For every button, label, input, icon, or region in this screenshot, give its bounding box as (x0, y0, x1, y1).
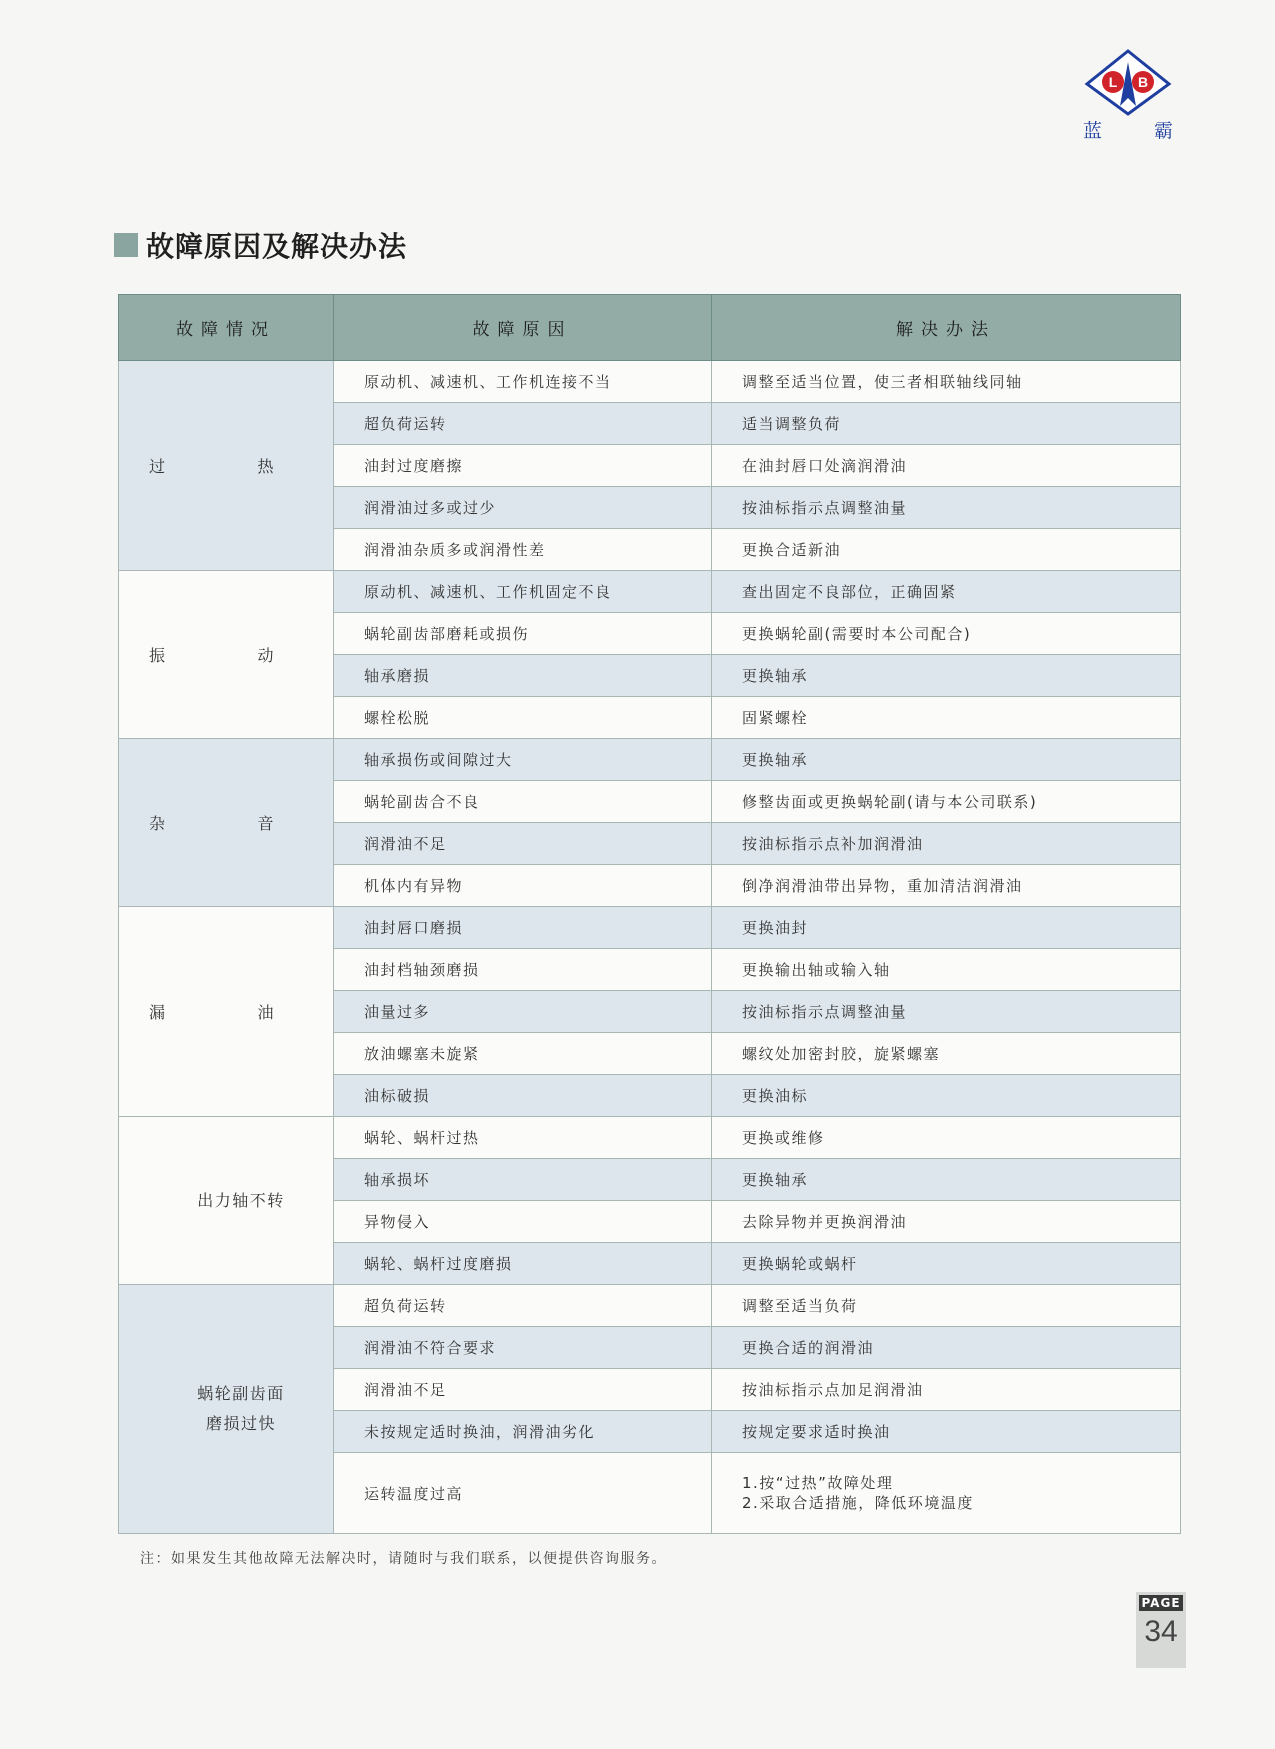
logo-letter-l: L (1108, 74, 1118, 90)
cause-cell: 蜗轮、蜗杆过度磨损 (334, 1243, 712, 1285)
page-number-badge (1136, 1592, 1186, 1668)
solution-cell: 螺纹处加密封胶，旋紧螺塞 (712, 1033, 1181, 1075)
table-row (119, 1285, 1181, 1327)
solution-cell: 更换油标 (712, 1075, 1181, 1117)
solution-cell: 查出固定不良部位，正确固紧 (712, 571, 1181, 613)
cause-cell: 油封唇口磨损 (334, 907, 712, 949)
page-number: 34 (1144, 1615, 1178, 1648)
cause-cell: 油标破损 (334, 1075, 712, 1117)
category-oil-leak (119, 907, 334, 1117)
table-row (119, 739, 1181, 781)
cause-cell: 润滑油过多或过少 (334, 487, 712, 529)
category-output-shaft (119, 1117, 334, 1285)
solution-cell: 按油标指示点调整油量 (712, 991, 1181, 1033)
page-label: PAGE (1139, 1595, 1183, 1611)
solution-cell: 更换蜗轮副(需要时本公司配合) (712, 613, 1181, 655)
logo-text-left: 蓝 (1083, 120, 1103, 142)
cause-cell: 原动机、减速机、工作机连接不当 (334, 361, 712, 403)
cause-cell: 轴承损坏 (334, 1159, 712, 1201)
cause-cell: 超负荷运转 (334, 403, 712, 445)
category-line-2: 磨损过快 (205, 1414, 276, 1433)
solution-cell: 适当调整负荷 (712, 403, 1181, 445)
cause-cell: 运转温度过高 (334, 1453, 712, 1534)
heading-square-icon (114, 233, 138, 257)
solution-cell: 调整至适当位置，使三者相联轴线同轴 (712, 361, 1181, 403)
solution-cell: 在油封唇口处滴润滑油 (712, 445, 1181, 487)
solution-cell: 更换轴承 (712, 1159, 1181, 1201)
solution-cell: 更换轴承 (712, 739, 1181, 781)
solution-cell: 去除异物并更换润滑油 (712, 1201, 1181, 1243)
cause-cell: 润滑油不符合要求 (334, 1327, 712, 1369)
solution-cell: 按油标指示点加足润滑油 (712, 1369, 1181, 1411)
solution-cell: 按油标指示点补加润滑油 (712, 823, 1181, 865)
category-char-a: 杂 (149, 814, 167, 833)
category-char-b: 动 (257, 646, 275, 665)
cause-cell: 原动机、减速机、工作机固定不良 (334, 571, 712, 613)
header-fault-cause: 故障原因 (334, 295, 712, 361)
cause-cell: 蜗轮副齿部磨耗或损伤 (334, 613, 712, 655)
cause-cell: 螺栓松脱 (334, 697, 712, 739)
cause-cell: 蜗轮、蜗杆过热 (334, 1117, 712, 1159)
solution-cell: 调整至适当负荷 (712, 1285, 1181, 1327)
solution-cell: 按规定要求适时换油 (712, 1411, 1181, 1453)
category-char-a: 漏 (149, 1003, 167, 1022)
category-vibration (119, 571, 334, 739)
lb-logo-icon (1083, 48, 1173, 118)
category-worm-gear-wear (119, 1285, 334, 1534)
logo-letter-b: B (1137, 74, 1149, 90)
cause-cell: 放油螺塞未旋紧 (334, 1033, 712, 1075)
solution-line-2: 2.采取合适措施，降低环境温度 (742, 1494, 974, 1512)
solution-cell: 更换合适的润滑油 (712, 1327, 1181, 1369)
fault-table (118, 294, 1181, 1534)
solution-cell: 更换蜗轮或蜗杆 (712, 1243, 1181, 1285)
cause-cell: 润滑油不足 (334, 823, 712, 865)
section-heading (114, 225, 407, 265)
solution-cell: 更换轴承 (712, 655, 1181, 697)
solution-cell (712, 1453, 1181, 1534)
cause-cell: 润滑油不足 (334, 1369, 712, 1411)
solution-cell: 固紧螺栓 (712, 697, 1181, 739)
category-char-b: 热 (257, 457, 275, 476)
cause-cell: 蜗轮副齿合不良 (334, 781, 712, 823)
solution-cell: 更换油封 (712, 907, 1181, 949)
solution-cell: 倒净润滑油带出异物，重加清洁润滑油 (712, 865, 1181, 907)
category-char-a: 过 (149, 457, 167, 476)
category-noise (119, 739, 334, 907)
footnote: 注：如果发生其他故障无法解决时，请随时与我们联系，以便提供咨询服务。 (140, 1551, 667, 1567)
table-row (119, 1117, 1181, 1159)
solution-cell: 更换合适新油 (712, 529, 1181, 571)
cause-cell: 油量过多 (334, 991, 712, 1033)
cause-cell: 机体内有异物 (334, 865, 712, 907)
company-logo (1083, 48, 1173, 144)
solution-line-1: 1.按“过热”故障处理 (742, 1474, 894, 1492)
cause-cell: 轴承磨损 (334, 655, 712, 697)
category-char-a: 振 (149, 646, 167, 665)
category-line-1: 蜗轮副齿面 (197, 1384, 285, 1403)
logo-text-right: 霸 (1153, 120, 1173, 142)
cause-cell: 油封档轴颈磨损 (334, 949, 712, 991)
cause-cell: 超负荷运转 (334, 1285, 712, 1327)
table-header-row (119, 295, 1181, 361)
cause-cell: 轴承损伤或间隙过大 (334, 739, 712, 781)
header-fault-condition: 故障情况 (119, 295, 334, 361)
table-row (119, 361, 1181, 403)
category-overheat (119, 361, 334, 571)
cause-cell: 未按规定适时换油，润滑油劣化 (334, 1411, 712, 1453)
solution-cell: 更换或维修 (712, 1117, 1181, 1159)
cause-cell: 异物侵入 (334, 1201, 712, 1243)
table-row (119, 571, 1181, 613)
header-solution: 解决办法 (712, 295, 1181, 361)
cause-cell: 润滑油杂质多或润滑性差 (334, 529, 712, 571)
heading-text: 故障原因及解决办法 (146, 230, 408, 263)
cause-cell: 油封过度磨擦 (334, 445, 712, 487)
table-row (119, 907, 1181, 949)
solution-cell: 按油标指示点调整油量 (712, 487, 1181, 529)
solution-cell: 修整齿面或更换蜗轮副(请与本公司联系) (712, 781, 1181, 823)
solution-cell: 更换输出轴或输入轴 (712, 949, 1181, 991)
category-char-b: 油 (257, 1003, 275, 1022)
category-label: 出力轴不转 (197, 1190, 285, 1210)
category-char-b: 音 (257, 814, 275, 833)
